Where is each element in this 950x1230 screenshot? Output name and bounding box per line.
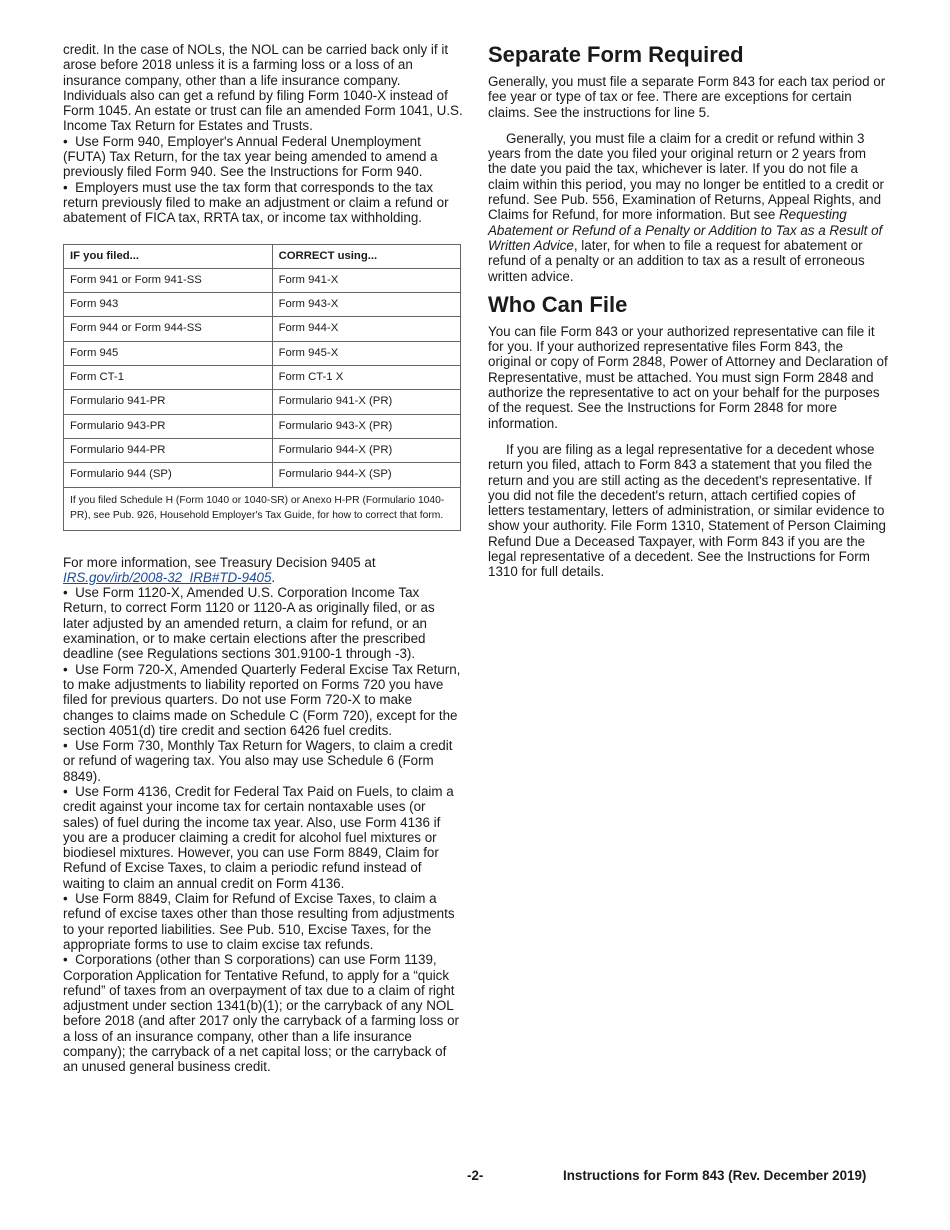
table-note: If you filed Schedule H (Form 1040 or 1040-SR) or Anexo H-PR (Formulario 1040-PR), see Pub. 926, Household Employer's Tax Guide, for how to correct that form. [64, 487, 461, 530]
table-cell: Formulario 941-PR [64, 390, 273, 414]
paragraph [488, 131, 888, 284]
treasury-decision-link[interactable]: IRS.gov/irb/2008-32_IRB#TD-9405 [63, 569, 272, 585]
table-cell: Formulario 944-PR [64, 438, 273, 462]
table-cell: Form 943 [64, 293, 273, 317]
table-cell: Formulario 944-X (SP) [272, 463, 460, 487]
table-cell: Form CT-1 [64, 366, 273, 390]
bullet-item: • Employers must use the tax form that corresponds to the tax return previously filed to make an adjustment or claim a refund or abatement of FICA tax, RRTA tax, or income tax withholding. [63, 179, 449, 226]
table-note-row [64, 487, 461, 530]
paragraph: You can file Form 843 or your authorized representative can file it for you. If your authorized representative files Form 843, the original or copy of Form 2848, Power of Attorney and Declaration of Representative, must be attached. You must sign Form 2848 and authorize the representative to act on your behalf for the purposes of the request. See the Instructions for Form 2848 for more information. [488, 323, 888, 431]
bullet-text: Use Form 730, Monthly Tax Return for Wagers, to claim a credit or refund of wagering tax. You also may use Schedule 6 (Form 8849). [63, 738, 453, 784]
bullet-item: • Use Form 8849, Claim for Refund of Excise Taxes, to claim a refund of excise taxes other than those resulting from adjustments to your reported liabilities. See Pub. 510, Excise Taxes, for the appropriate forms to use to claim excise tax refunds. [63, 891, 455, 952]
correction-forms-table [63, 244, 461, 531]
footer-title: Instructions for Form 843 (Rev. December 2019) [563, 1168, 867, 1183]
section-heading-separate-form: Separate Form Required [488, 42, 744, 67]
left-column [63, 42, 463, 1075]
page-number: -2- [467, 1168, 484, 1183]
table-cell: Form 941 or Form 941-SS [64, 268, 273, 292]
bullet-item: • Use Form 940, Employer's Annual Federal Unemployment (FUTA) Tax Return, for the tax year being amended to amend a previously filed Form 940. See the Instructions for Form 940. [63, 133, 438, 180]
bullet-text: Corporations (other than S corporations) can use Form 1139, Corporation Application for Tentative Refund, to apply for a “quick refund” of taxes from an overpayment of tax due to a claim of right adjustment under section 1341(b)(1); or the carryback of any NOL before 2018 (and after 2017 only the carryback of a farming loss or a loss of an insurance company, other than a life insurance company); the carryback of a net capital loss; or the carryback of an unused general business credit. [63, 952, 459, 1075]
table-row [64, 390, 461, 414]
table-row [64, 317, 461, 341]
table-row [64, 293, 461, 317]
table-cell: Formulario 943-X (PR) [272, 414, 460, 438]
bullet-text: Employers must use the tax form that corresponds to the tax return previously filed to make an adjustment or claim a refund or abatement of FICA tax, RRTA tax, or income tax withholding. [63, 179, 449, 226]
table-cell: Form 945-X [272, 341, 460, 365]
paragraph-text: Generally, you must file a claim for a credit or refund within 3 years from the date you filed your original return or 2 years from the date you paid the tax, whichever is later. If you do not file a claim within this period, you may no longer be entitled to a credit or refund. See Pub. 556, Examination of Returns, Appeal Rights, and Claims for Refund, for more information. But see [488, 130, 884, 223]
more-info-end: . [271, 569, 276, 585]
table-cell: Form 943-X [272, 293, 460, 317]
more-info-paragraph [63, 555, 463, 586]
bullet-text: Use Form 940, Employer's Annual Federal Unemployment (FUTA) Tax Return, for the tax year being amended to amend a previously filed Form 940. See the Instructions for Form 940. [63, 133, 438, 180]
bullet-item: • Use Form 4136, Credit for Federal Tax Paid on Fuels, to claim a credit against your income tax for certain nontaxable uses (or sales) of fuel during the income tax year. Also, use Form 4136 if you are a producer claiming a credit for alcohol fuel mixtures or biodiesel mixtures. However, you can use Form 8849, Claim for Refund of Excise Taxes, to claim a periodic refund instead of waiting to claim an annual credit on Form 4136. [63, 783, 454, 891]
bullet-text: Use Form 720-X, Amended Quarterly Federal Excise Tax Return, to make adjustments to liability reported on Forms 720 you have filed for previous quarters. Do not use Form 720-X to make changes to claims made on Schedule C (Form 720), except for the section 4051(d) tire credit and section 6426 fuel credits. [63, 661, 461, 738]
table-row [64, 268, 461, 292]
table-cell: Form 941-X [272, 268, 460, 292]
intro-paragraph: credit. In the case of NOLs, the NOL can be carried back only if it arose before 2018 unless it is a farming loss or a loss of an insurance company, other than a life insurance company. Individuals also can get a refund by filing Form 1040-X instead of Form 1045. An estate or trust can file an amended Form 1041, U.S. Income Tax Return for Estates and Trusts. [63, 42, 463, 134]
table-header-row [64, 244, 461, 268]
table-row [64, 366, 461, 390]
table-cell: Form 944-X [272, 317, 460, 341]
bullet-item: • Use Form 1120-X, Amended U.S. Corporation Income Tax Return, to correct Form 1120 or 1120-A as originally filed, or as later adjusted by an amended return, a claim for refund, or an examination, or to make certain elections after the prescribed deadline (see Regulations sections 301.9100-1 through -3). [63, 585, 435, 662]
table-row [64, 341, 461, 365]
paragraph: Generally, you must file a separate Form 843 for each tax period or fee year or type of tax or fee. There are exceptions for certain claims. See the instructions for line 5. [488, 74, 886, 120]
bullet-text: Use Form 4136, Credit for Federal Tax Paid on Fuels, to claim a credit against your income tax for certain nontaxable uses (or sales) of fuel during the income tax year. Also, use Form 4136 if you are a producer claiming a credit for alcohol fuel mixtures or biodiesel mixtures. However, you can use Form 8849, Claim for Refund of Excise Taxes, to claim a periodic refund instead of waiting to claim an annual credit on Form 4136. [63, 783, 454, 891]
table-cell: Form CT-1 X [272, 366, 460, 390]
table-cell: Form 945 [64, 341, 273, 365]
bullet-item: • Corporations (other than S corporations) can use Form 1139, Corporation Application for Tentative Refund, to apply for a “quick refund” of taxes from an overpayment of tax due to a claim of right adjustment under section 1341(b)(1); or the carryback of any NOL before 2018 (and after 2017 only the carryback of a farming loss or a loss of an insurance company, other than a life insurance company); the carryback of a net capital loss; or the carryback of an unused general business credit. [63, 952, 459, 1075]
bullet-item: • Use Form 720-X, Amended Quarterly Federal Excise Tax Return, to make adjustments to liability reported on Forms 720 you have filed for previous quarters. Do not use Form 720-X to make changes to claims made on Schedule C (Form 720), except for the section 4051(d) tire credit and section 6426 fuel credits. [63, 661, 461, 738]
table-cell: Formulario 941-X (PR) [272, 390, 460, 414]
more-info-text: For more information, see Treasury Decision 9405 at [63, 554, 376, 570]
section-reference: Requesting Abatement or Refund of a Penalty or Addition to Tax as a Result of Written Advice [488, 207, 883, 253]
table-cell: Form 944 or Form 944-SS [64, 317, 273, 341]
paragraph: If you are filing as a legal representative for a decedent whose return you filed, attach to Form 843 a statement that you filed the return and you are still acting as the decedent's representative. If you did not file the decedent's return, attach certified copies of letters testamentary, letters of administration, or similar evidence to show your authority. File Form 1310, Statement of Person Claiming Refund Due a Deceased Taxpayer, with Form 843 if you are the legal representative of a decedent. See the Instructions for Form 1310 for full details. [488, 441, 886, 580]
table-cell: Formulario 944-X (PR) [272, 438, 460, 462]
bullet-text: Use Form 8849, Claim for Refund of Excise Taxes, to claim a refund of excise taxes other than those resulting from adjustments to your reported liabilities. See Pub. 510, Excise Taxes, for the appropriate forms to use to claim excise tax refunds. [63, 891, 455, 952]
table-row [64, 463, 461, 487]
table-row [64, 414, 461, 438]
right-column [488, 42, 888, 580]
column-header: CORRECT using... [272, 244, 460, 268]
bullet-item: • Use Form 730, Monthly Tax Return for Wagers, to claim a credit or refund of wagering tax. You also may use Schedule 6 (Form 8849). [63, 738, 453, 784]
bullet-text: Use Form 1120-X, Amended U.S. Corporation Income Tax Return, to correct Form 1120 or 1120-A as originally filed, or as later adjusted by an amended return, a claim for refund, or an examination, or to make certain elections after the prescribed deadline (see Regulations sections 301.9100-1 through -3). [63, 585, 435, 662]
paragraph-text: , later, for when to file a request for abatement or refund of a penalty or an addition to tax as a result of erroneous written advice. [488, 237, 865, 284]
section-heading-who-can-file: Who Can File [488, 291, 628, 317]
column-header: IF you filed... [64, 244, 273, 268]
table-cell: Formulario 944 (SP) [64, 463, 273, 487]
table-cell: Formulario 943-PR [64, 414, 273, 438]
table-row [64, 438, 461, 462]
